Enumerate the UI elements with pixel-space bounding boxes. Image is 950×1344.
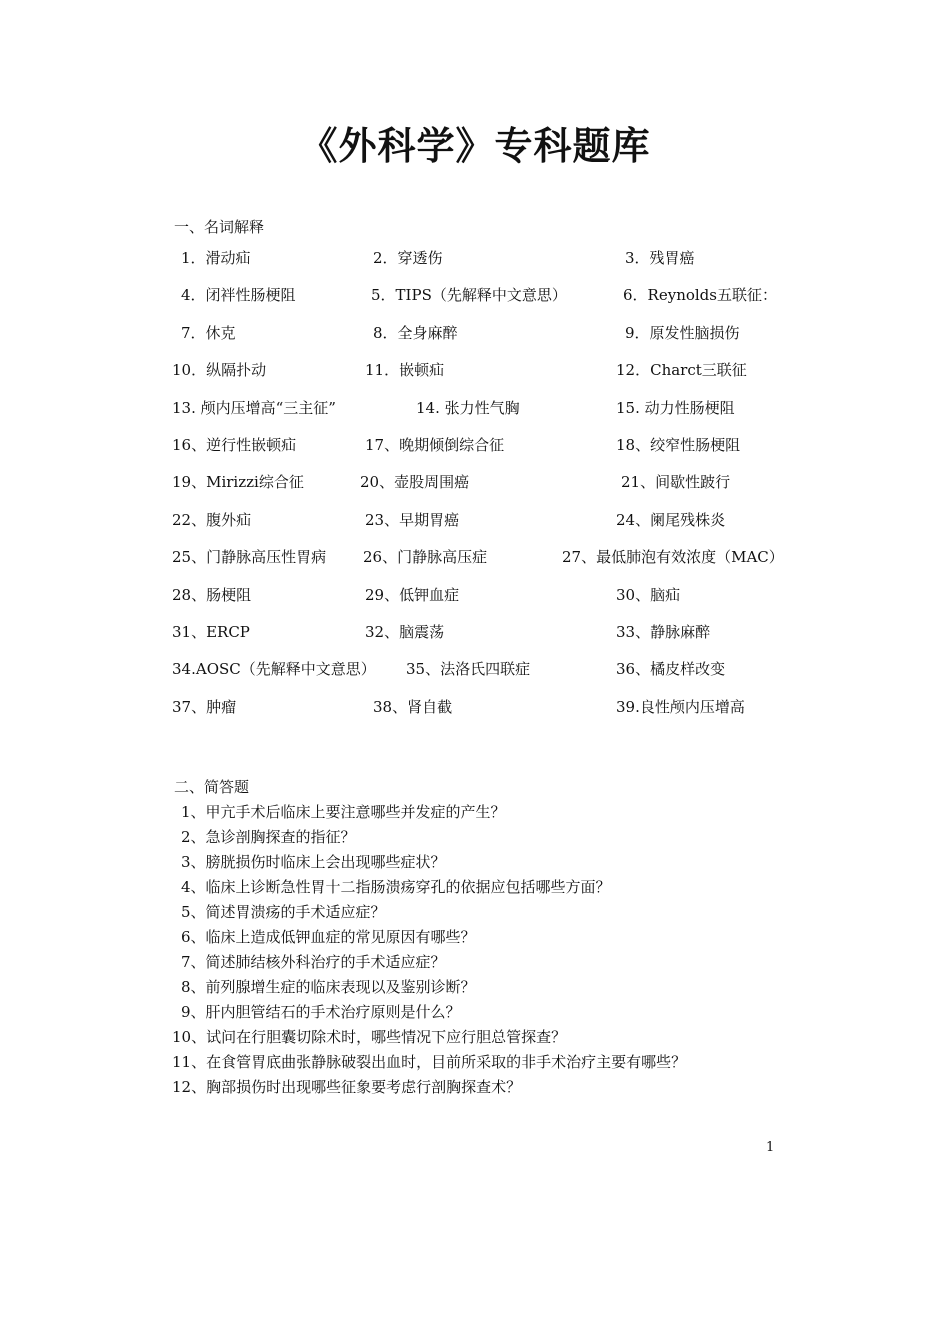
question-item: 10、试问在行胆囊切除术时，哪些情况下应行胆总管探查？ xyxy=(172,1028,567,1046)
question-item: 2、急诊剖胸探查的指征？ xyxy=(181,828,356,846)
term-item: 37、肿瘤 xyxy=(172,697,237,716)
term-item: 7．休克 xyxy=(181,323,236,342)
short-answer-questions xyxy=(172,801,812,1101)
term-item: 16、逆行性嵌顿疝 xyxy=(172,435,297,454)
term-item: 14. 张力性气胸 xyxy=(416,398,520,417)
term-item: 27、最低肺泡有效浓度（MAC） xyxy=(562,548,784,567)
term-item: 17、晚期倾倒综合征 xyxy=(365,435,505,454)
term-row xyxy=(172,434,792,471)
term-row xyxy=(172,247,792,284)
term-item: 34.AOSC（先解释中文意思） xyxy=(172,660,376,679)
term-item: 28、肠梗阻 xyxy=(172,585,252,604)
term-item: 15. 动力性肠梗阻 xyxy=(616,398,735,417)
term-item: 3．残胃癌 xyxy=(625,249,695,267)
term-item: 11．嵌顿疝 xyxy=(365,361,445,380)
term-item: 36、橘皮样改变 xyxy=(616,660,726,679)
question-item: 9、肝内胆管结石的手术治疗原则是什么？ xyxy=(181,1003,461,1021)
section-heading-short-answer: 二、简答题 xyxy=(174,778,250,796)
term-item: 10．纵隔扑动 xyxy=(172,361,267,380)
term-row xyxy=(172,546,792,583)
term-item: 8．全身麻醉 xyxy=(373,323,458,342)
definition-terms-grid xyxy=(172,247,792,733)
term-item: 4．闭袢性肠梗阻 xyxy=(181,286,296,305)
term-item: 31、ERCP xyxy=(172,622,250,641)
term-row xyxy=(172,584,792,621)
term-row xyxy=(172,322,792,359)
term-item: 25、门静脉高压性胃病 xyxy=(172,548,327,567)
term-item: 9．原发性脑损伤 xyxy=(625,323,740,342)
term-item: 38、肾自截 xyxy=(373,697,453,716)
term-row xyxy=(172,397,792,434)
term-item: 1．滑动疝 xyxy=(181,249,251,267)
question-item: 5、简述胃溃疡的手术适应症？ xyxy=(181,903,386,921)
term-row xyxy=(172,658,792,695)
question-item: 12、胸部损伤时出现哪些征象要考虑行剖胸探查术？ xyxy=(172,1078,522,1096)
page-number: 1 xyxy=(766,1140,775,1155)
term-row xyxy=(172,696,792,733)
term-row xyxy=(172,471,792,508)
term-item: 35、法洛氏四联症 xyxy=(406,660,531,679)
term-item: 39.良性颅内压增高 xyxy=(616,697,745,716)
question-item: 7、简述肺结核外科治疗的手术适应症？ xyxy=(181,953,446,971)
term-item: 20、壶股周围癌 xyxy=(360,473,470,492)
term-row xyxy=(172,359,792,396)
question-item: 1、甲亢手术后临床上要注意哪些并发症的产生？ xyxy=(181,803,506,821)
term-item: 29、低钾血症 xyxy=(365,585,460,604)
term-item: 24、阑尾残株炎 xyxy=(616,510,726,529)
term-item: 2．穿透伤 xyxy=(373,249,443,267)
term-item: 5．TIPS（先解释中文意思） xyxy=(371,286,567,305)
term-row xyxy=(172,284,792,321)
term-item: 30、脑疝 xyxy=(616,585,681,604)
page-title: 《外科学》专科题库 xyxy=(299,124,651,168)
question-item: 3、膀胱损伤时临床上会出现哪些症状？ xyxy=(181,853,446,871)
question-item: 4、临床上诊断急性胃十二指肠溃疡穿孔的依据应包括哪些方面？ xyxy=(181,878,611,896)
term-item: 32、脑震荡 xyxy=(365,622,445,641)
section-heading-definitions: 一、名词解释 xyxy=(174,218,265,236)
question-item: 8、前列腺增生症的临床表现以及鉴别诊断？ xyxy=(181,978,476,996)
term-item: 22、腹外疝 xyxy=(172,510,252,529)
term-item: 18、绞窄性肠梗阻 xyxy=(616,435,741,454)
term-item: 26、门静脉高压症 xyxy=(363,548,488,567)
question-item: 6、临床上造成低钾血症的常见原因有哪些？ xyxy=(181,928,476,946)
term-item: 6．Reynolds五联征： xyxy=(623,286,777,305)
term-item: 23、早期胃癌 xyxy=(365,510,460,529)
term-row xyxy=(172,509,792,546)
term-item: 12．Charct三联征 xyxy=(616,361,747,380)
term-item: 19、Mirizzi综合征 xyxy=(172,473,304,492)
term-item: 21、间歇性跛行 xyxy=(621,473,731,492)
term-item: 13. 颅内压增高“三主征” xyxy=(172,398,336,417)
term-row xyxy=(172,621,792,658)
question-item: 11、在食管胃底曲张静脉破裂出血时，目前所采取的非手术治疗主要有哪些？ xyxy=(172,1053,687,1071)
term-item: 33、静脉麻醉 xyxy=(616,622,711,641)
